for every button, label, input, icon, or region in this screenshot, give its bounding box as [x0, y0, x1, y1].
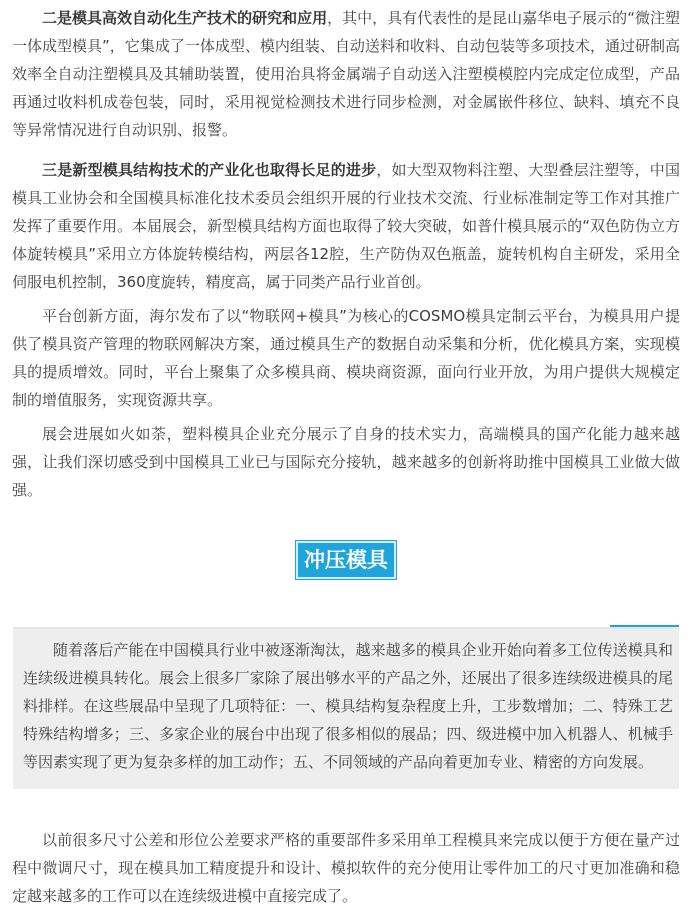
paragraph-body: ，其中，具有代表性的是昆山嘉华电子展示的“微注塑一体成型模具”，它集成了一体成型、模内组装、自动送料和收料、自动包装等多项技术，通过研制高效率全自动注塑模具及其辅助装置，使用治具将金属端子自动送入注塑模模腔内完成定位成型，产品再通过收料机成卷包装，同时，采用视觉检测技术进行同步检测，对金属嵌件移位、缺料、填充不良等异常情况进行自动识别、报警。	[12, 9, 680, 139]
paragraph-efficient-automation	[12, 4, 680, 144]
section-heading-label: 冲压模具	[296, 541, 396, 579]
highlight-box	[13, 627, 679, 789]
paragraph-new-mold-structure	[12, 156, 680, 296]
paragraph-body: ，如大型双物料注塑、大型叠层注塑等，中国模具工业协会和全国模具标准化技术委员会组织开展的行业技术交流、行业标准制定等工作对其推广发挥了重要作用。本届展会，新型模具结构方面也取得了较大突破，如普什模具展示的“双色防伪立方体旋转模具”采用立方体旋转模结构，两层各12腔，生产防伪双色瓶盖，旋转机构自主研发，采用全伺服电机控制，360度旋转，精度高，属于同类产品行业首创。	[12, 161, 680, 291]
paragraph-precision-progressive: 以前很多尺寸公差和形位公差要求严格的重要部件多采用单工程模具来完成以便于方便在量产过程中微调尺寸，现在模具加工精度提升和设计、模拟软件的充分使用让零件加工的尺寸更加准确和稳定越来越多的工作可以在连续级进模中直接完成了。	[12, 831, 680, 905]
paragraph-exhibition-summary: 展会进展如火如荼，塑料模具企业充分展示了自身的技术实力，高端模具的国产化能力越来越强，让我们深切感受到中国模具工业已与国际充分接轨，越来越多的创新将助推中国模具工业做大做强。	[12, 425, 680, 499]
section-heading	[0, 539, 692, 579]
paragraph-stamping-trends: 随着落后产能在中国模具行业中被逐渐淘汰，越来越多的模具企业开始向着多工位传送模具和连续级进模具转化。展会上很多厂家除了展出够水平的产品之外，还展出了很多连续级进模具的尾料排样。在这些展品中呈现了几项特征：一、模具结构复杂程度上升，工步数增加；二、特殊工艺特殊结构增多；三、多家企业的展台中出现了很多相似的展品；四、级进模中加入机器人、机械手等因素实现了更为复杂多样的加工动作；五、不同领域的产品向着更加专业、精密的方向发展。	[23, 641, 673, 771]
paragraph-lead-bold: 二是模具高效自动化生产技术的研究和应用	[42, 9, 328, 27]
paragraph-lead-bold: 三是新型模具结构技术的产业化也取得长足的进步	[42, 161, 377, 179]
paragraph-platform-innovation: 平台创新方面，海尔发布了以“物联网+模具”为核心的COSMO模具定制云平台，为模具用户提供了模具资产管理的物联网解决方案，通过模具生产的数据自动采集和分析，优化模具方案，实现模具的提质增效。同时，平台上聚集了众多模具商、模块商资源，面向行业开放，为用户提供大规模定制的增值服务，实现资源共享。	[12, 307, 680, 409]
